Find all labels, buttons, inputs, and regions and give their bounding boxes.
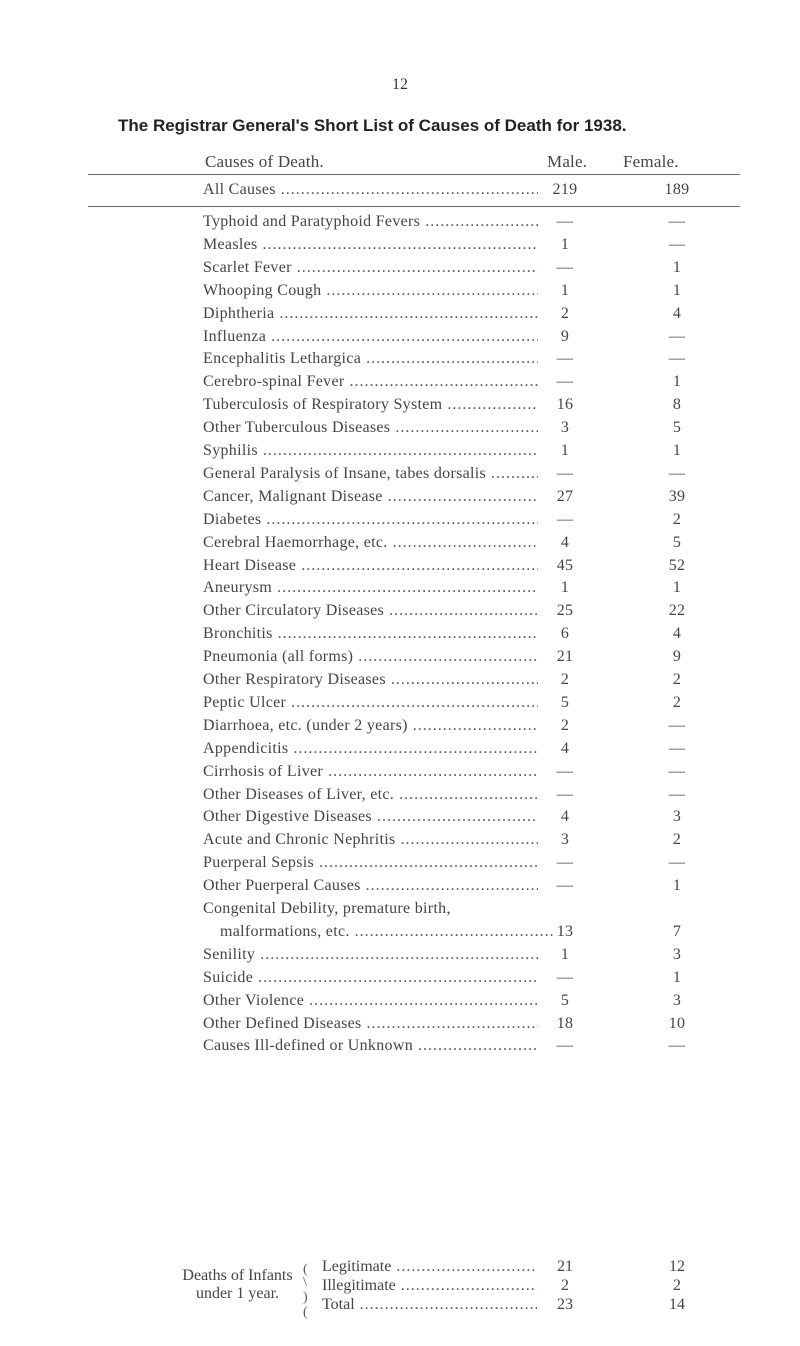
female-count: 8	[672, 396, 682, 414]
male-count: 3	[560, 419, 570, 437]
female-count: —	[668, 213, 686, 230]
cause-label: Other Puerperal Causes .....	[203, 877, 538, 895]
male-count: 1	[560, 281, 570, 299]
table-row	[0, 442, 800, 465]
table-row	[0, 305, 800, 328]
table-row	[0, 831, 800, 854]
female-count: 10	[668, 1014, 686, 1032]
male-count: 5	[560, 693, 570, 711]
male-count: —	[556, 213, 574, 230]
male-count: 6	[560, 625, 570, 643]
female-count: —	[668, 235, 686, 253]
female-count: —	[668, 464, 686, 482]
female-count: 7	[672, 922, 682, 940]
male-count: 2	[560, 716, 570, 734]
cause-label: Congenital Debility, premature birth,	[203, 900, 451, 917]
cause-label: Diarrhoea, etc. (under 2 years) .....	[203, 717, 538, 735]
cause-label: Other Diseases of Liver, etc. .....	[203, 786, 538, 804]
female-count: 1	[672, 258, 682, 276]
male-count: 18	[556, 1014, 574, 1032]
female-count: 2	[672, 671, 682, 688]
page-title: The Registrar General's Short List of Causes of Death for 1938.	[118, 116, 627, 135]
male-count: 13	[556, 922, 574, 940]
infant-label: Total .....	[322, 1296, 537, 1314]
cause-label: Appendicitis .....	[203, 740, 538, 758]
infant-female-count: 12	[669, 1258, 685, 1275]
header-rule	[88, 174, 740, 175]
table-row	[0, 350, 800, 373]
table-row	[0, 465, 800, 488]
cause-label: Cerebral Haemorrhage, etc. .....	[203, 534, 538, 552]
cause-label: Causes Ill-defined or Unknown .....	[203, 1037, 538, 1055]
table-row	[0, 373, 800, 396]
all-causes-male: 219	[552, 181, 578, 198]
cause-label: Puerperal Sepsis .....	[203, 854, 538, 872]
female-count: 52	[668, 556, 686, 574]
infant-male-count: 2	[561, 1277, 569, 1294]
page-number: 12	[392, 76, 408, 93]
cause-label: Other Defined Diseases .....	[203, 1015, 538, 1033]
male-count: —	[556, 1037, 574, 1055]
female-count: —	[668, 762, 686, 780]
male-count: 4	[560, 739, 570, 757]
cause-label: Diphtheria .....	[203, 305, 538, 323]
table-row	[0, 236, 800, 259]
cause-label: Aneurysm .....	[203, 579, 538, 597]
cause-label: Heart Disease .....	[203, 557, 538, 575]
infant-label: Illegitimate .....	[322, 1277, 537, 1295]
infant-row	[0, 1296, 800, 1316]
table-row	[0, 648, 800, 671]
infant-row	[0, 1258, 800, 1278]
female-count: 39	[668, 487, 686, 505]
female-count: 1	[672, 281, 682, 299]
table-row	[0, 808, 800, 831]
female-count: 9	[672, 648, 682, 666]
male-count: 3	[560, 831, 570, 849]
female-count: 3	[672, 945, 682, 963]
table-row	[0, 328, 800, 351]
cause-label: Pneumonia (all forms) .....	[203, 648, 538, 666]
female-count: 2	[672, 831, 682, 849]
all-causes-rule	[88, 206, 740, 207]
cause-label: Other Digestive Diseases .....	[203, 808, 538, 826]
female-count: 1	[672, 442, 682, 459]
cause-label: Syphilis .....	[203, 442, 538, 460]
cause-label: malformations, etc. .....	[220, 923, 555, 941]
cause-label: Cerebro-spinal Fever .....	[203, 373, 538, 391]
cause-label: Influenza .....	[203, 328, 538, 346]
table-row	[0, 1037, 800, 1060]
male-count: —	[556, 762, 574, 780]
female-count: 1	[672, 579, 682, 597]
cause-label: Whooping Cough .....	[203, 282, 538, 300]
infants-group-label: Deaths of Infants under 1 year.	[182, 1267, 293, 1302]
cause-label: Cancer, Malignant Disease .....	[203, 488, 538, 506]
female-count: 4	[672, 625, 682, 643]
male-count: 1	[560, 235, 570, 253]
male-count: —	[556, 854, 574, 872]
male-count: —	[556, 258, 574, 276]
infant-label: Legitimate .....	[322, 1258, 537, 1276]
female-count: 5	[672, 533, 682, 551]
cause-label: Acute and Chronic Nephritis .....	[203, 831, 538, 849]
cause-label: Tuberculosis of Respiratory System .....	[203, 396, 538, 414]
cause-label: Other Tuberculous Diseases .....	[203, 419, 538, 437]
table-row	[0, 923, 800, 946]
female-count: —	[668, 785, 686, 803]
table-row	[0, 579, 800, 602]
infant-female-count: 2	[673, 1277, 681, 1294]
table-row	[0, 900, 800, 923]
male-count: —	[556, 510, 574, 528]
table-row	[0, 717, 800, 740]
header-female: Female.	[623, 152, 679, 171]
female-count: 3	[672, 808, 682, 826]
table-row	[0, 694, 800, 717]
male-count: —	[556, 877, 574, 895]
male-count: —	[556, 785, 574, 803]
cause-label: Cirrhosis of Liver .....	[203, 763, 538, 781]
male-count: 45	[556, 556, 574, 574]
table-row	[0, 213, 800, 236]
table-row	[0, 969, 800, 992]
cause-label: Diabetes .....	[203, 511, 538, 529]
table-row	[0, 1015, 800, 1038]
table-row	[0, 534, 800, 557]
cause-label: Bronchitis .....	[203, 625, 538, 643]
female-count: 2	[672, 510, 682, 528]
female-count: 3	[672, 991, 682, 1009]
cause-label: Measles .....	[203, 236, 538, 254]
male-count: —	[556, 464, 574, 482]
female-count: 1	[672, 877, 682, 895]
male-count: 16	[556, 396, 574, 414]
female-count: —	[668, 739, 686, 757]
male-count: 2	[560, 671, 570, 688]
female-count: —	[668, 1037, 686, 1055]
female-count: —	[668, 716, 686, 734]
table-row	[0, 946, 800, 969]
male-count: 4	[560, 808, 570, 826]
table-row	[0, 877, 800, 900]
all-causes-female: 189	[664, 181, 690, 198]
male-count: 1	[560, 579, 570, 597]
female-count: —	[668, 327, 686, 345]
table-row	[0, 282, 800, 305]
table-row	[0, 786, 800, 809]
male-count: 4	[560, 533, 570, 551]
male-count: 5	[560, 991, 570, 1009]
male-count: —	[556, 350, 574, 368]
table-row	[0, 854, 800, 877]
female-count: 1	[672, 968, 682, 986]
cause-label: Scarlet Fever .....	[203, 259, 538, 277]
female-count: —	[668, 854, 686, 872]
header-causes: Causes of Death.	[205, 152, 324, 171]
table-row	[0, 763, 800, 786]
table-row	[0, 625, 800, 648]
table-row	[0, 992, 800, 1015]
header-male: Male.	[547, 152, 588, 171]
cause-label: Senility .....	[203, 946, 538, 964]
table-row	[0, 259, 800, 282]
all-causes-row	[0, 181, 800, 204]
cause-label: Encephalitis Lethargica .....	[203, 350, 538, 368]
cause-label: Other Circulatory Diseases .....	[203, 602, 538, 620]
infant-male-count: 23	[557, 1296, 573, 1313]
female-count: 4	[672, 304, 682, 322]
cause-label: Peptic Ulcer .....	[203, 694, 538, 712]
table-row	[0, 740, 800, 763]
male-count: 2	[560, 304, 570, 322]
cause-label: Other Respiratory Diseases .....	[203, 671, 538, 689]
male-count: 9	[560, 327, 570, 345]
female-count: —	[668, 350, 686, 368]
table-row	[0, 488, 800, 511]
male-count: 27	[556, 487, 574, 505]
female-count: 1	[672, 373, 682, 391]
table-row	[0, 396, 800, 419]
male-count: 1	[560, 945, 570, 963]
female-count: 2	[672, 693, 682, 711]
infant-male-count: 21	[557, 1258, 573, 1275]
male-count: 1	[560, 442, 570, 459]
male-count: 25	[556, 602, 574, 620]
cause-label: Other Violence .....	[203, 992, 538, 1010]
all-causes-label: All Causes .....	[203, 181, 538, 199]
cause-label: Suicide .....	[203, 969, 538, 987]
infant-row	[0, 1277, 800, 1297]
table-row	[0, 602, 800, 625]
table-row	[0, 511, 800, 534]
cause-label: General Paralysis of Insane, tabes dorsalis .....	[203, 465, 538, 483]
male-count: —	[556, 373, 574, 391]
female-count: 5	[672, 419, 682, 437]
table-row	[0, 419, 800, 442]
male-count: —	[556, 968, 574, 986]
table-row	[0, 557, 800, 580]
table-row	[0, 671, 800, 694]
cause-label: Typhoid and Paratyphoid Fevers .....	[203, 213, 538, 231]
infant-female-count: 14	[669, 1296, 685, 1313]
female-count: 22	[668, 602, 686, 620]
male-count: 21	[556, 648, 574, 666]
